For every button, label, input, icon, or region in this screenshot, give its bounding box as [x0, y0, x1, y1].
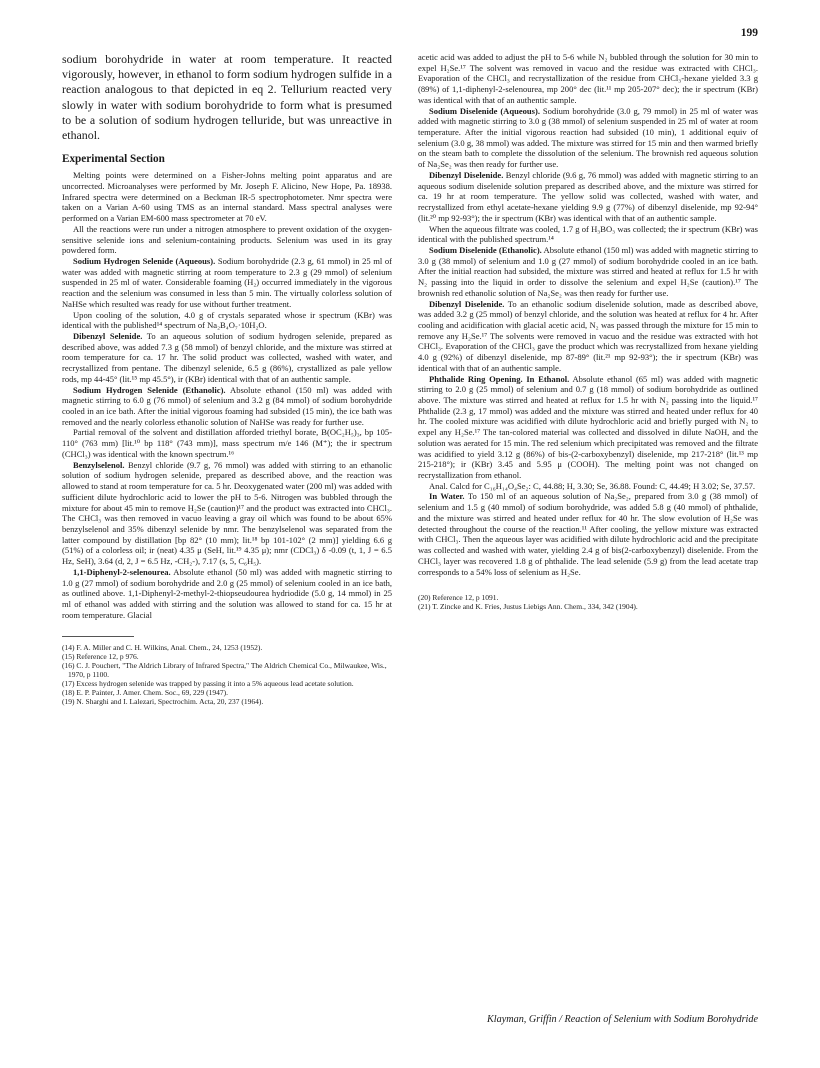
- paragraph: [418, 224, 758, 245]
- footnote: (14) F. A. Miller and C. H. Wilkins, Anal. Chem., 24, 1253 (1952).: [62, 643, 263, 653]
- right-footnotes: [418, 593, 758, 611]
- paragraph-heading: Dibenzyl Selenide.: [73, 331, 143, 341]
- paragraph: [62, 310, 392, 331]
- paragraph-text: To 150 ml of an aqueous solution of Na₂Se₂, prepared from 3.0 g (38 mmol) of selenium and 1.5 g (40 mmol) of sodium borohydride, was added 5.8 g (40 mmol) of phthalide, and the mixture was stirred and heated under reflux for 40 hr. The slow evolution of H₂Se was detected throughout the course of the reaction.¹¹ After cooling, the yellow mixture was extracted with CHCl₃. Then the aqueous layer was acidified with dilute hydrochloric acid and the precipitate was collected and washed with water, yielding 2.4 g of bis(2-carboxybenzyl) diselenide. From the CHCl₃ layer was recovered 1.8 g of phthalide. The lead selenide (5.9 g) from the lead acetate trap corresponds to a 54% loss of selenium as H₂Se.: [418, 491, 758, 577]
- paragraph-text: Sodium borohydride (3.0 g, 79 mmol) in 25 ml of water was added with magnetic stirring to 3.0 g (38 mmol) of selenium suspended in 25 ml of water at room temperature. After the initial vigorous reaction had subsided (10 min), 1 additional equiv of selenium (3.0 g, 38 mmol) was added. The mixture was stirred for 15 min and then warmed briefly on the steam bath to complete the dissolution of the selenium. The brownish red aqueous solution of Na₂Se₂ was then ready for further use.: [418, 105, 758, 170]
- footnote: (18) E. P. Painter, J. Amer. Chem. Soc., 69, 229 (1947).: [62, 688, 228, 698]
- footnote-rule: [62, 636, 134, 637]
- paragraph: [62, 385, 392, 428]
- paragraph-heading: Sodium Hydrogen Selenide (Ethanolic).: [73, 384, 226, 395]
- paragraph: [418, 299, 758, 374]
- paragraph-text: Melting points were determined on a Fisher-Johns melting point apparatus and are uncorrected. Microanalyses were performed by Mr. Joseph F. Alicino, New Hope, Pa. 18938. Infrared spectra were determined on a Beckman IR-5 spectrophotometer. Nmr spectra were taken on a Varian A-60 using TMS as an internal standard. Mass spectral analyses were performed on a Varian EM-600 mass spectrometer at 70 eV.: [62, 170, 392, 224]
- footnote: (15) Reference 12, p 976.: [62, 652, 139, 662]
- running-footer: Klayman, Griffin / Reaction of Selenium with Sodium Borohydride: [487, 1014, 758, 1025]
- paragraph-heading: Phthalide Ring Opening. In Ethanol.: [429, 373, 570, 384]
- paragraph: [418, 52, 758, 106]
- paragraph: [418, 374, 758, 481]
- paragraph: [62, 427, 392, 459]
- paragraph: [62, 460, 392, 567]
- footnote: (17) Excess hydrogen selenide was trapped by passing it into a 5% aqueous lead acetate solution.: [62, 679, 354, 689]
- paragraph-heading: Sodium Diselenide (Ethanolic).: [429, 244, 542, 255]
- section-title: Experimental Section: [62, 153, 165, 166]
- right-paragraphs: [418, 52, 758, 577]
- paragraph-text: Absolute ethanol (50 ml) was added with magnetic stirring to 1.0 g (27 mmol) of sodium borohydride and 2.0 g (25 mmol) of selenium cooled in an ice bath, as outlined above. 1,1-Diphenyl-2-methyl-2-thiopseudourea hydriodide (5.0 g, 14 mmol) in 25 ml of ethanol was added with stirring and the solution was allowed to stand for ca. 15 hr at room temperature. Glacial: [62, 566, 392, 620]
- paragraph: [418, 170, 758, 224]
- paragraph-text: Absolute ethanol (150 ml) was added with magnetic stirring to 6.0 g (76 mmol) of selenium and 3.2 g (84 mmol) of sodium borohydride cooled in an ice bath. After the initial vigorous foaming had subsided (15 min), the ice bath was removed and the nearly colorless ethanolic solution of NaHSe was ready for further use.: [62, 384, 392, 427]
- paragraph-text: All the reactions were run under a nitrogen atmosphere to prevent oxidation of the oxygen-sensitive selenide ions and selenium-containing products. Selenium was used in its gray powdered form.: [62, 223, 392, 256]
- paragraph: [62, 331, 392, 385]
- paragraph-text: Absolute ethanol (65 ml) was added with magnetic stirring to 2.0 g (25 mmol) of selenium and 0.7 g (18 mmol) of sodium borohydride as outlined above. The mixture was stirred and heated at reflux for 1.5 hr with N₂ passing into the liquid.¹⁷ Phthalide (2.3 g, 17 mmol) was added and the mixture was stirred and heated under reflux for 40 hr. The cooled mixture was acidified with dilute hydrochloric acid and briefly purged with N₂ to expel any H₂Se.¹⁷ The tan-colored material was collected and dissolved in dilute NaOH, and the solution was aerated for 15 min. The red selenium which precipitated was removed and the filtrate was acidified to yield 3.12 g (86%) of bis-(2-carboxybenzyl) diselenide, mp 217-218° (lit.¹³ mp 215-218°); ir (KBr) 3.45 and 5.95 μ (COOH). The melting point was not changed on recrystallization from ethanol.: [418, 373, 758, 481]
- paragraph-text: Benzyl chloride (9.7 g, 76 mmol) was added with stirring to an ethanolic solution of sodium hydrogen selenide, prepared as described above, and the reaction was allowed to stand at room temperature for ca. 5 hr. Deoxygenated water (200 ml) was added with sufficient dilute hydrochloric acid to lower the pH to 5-6. Nitrogen was bubbled through the mixture for about 45 min to remove H₂Se (caution)¹⁷ and the product was extracted into CHCl₃. The CHCl₃ was then removed in vacuo leaving a gray oil which was found to be about 65% benzylselenol and 35% dibenzyl selenide by nmr. The benzylselenol was separated from the latter compound by distillation [bp 82° (10 mm); lit.¹⁸ bp 101-102° (2 mm)] yielding 6.6 g (51%) of a colorless oil; ir (neat) 4.35 μ (SeH, lit.¹⁹ 4.35 μ); nmr (CDCl₃) δ -0.09 (t, 1, J = 6.5 Hz, SeH), 3.64 (d, 2, J = 6.5 Hz, -CH₂-), 7.17 (s, 5, C₆H₅).: [62, 459, 392, 567]
- left-column: [62, 52, 392, 706]
- paragraph-heading: Dibenzyl Diselenide.: [429, 169, 504, 180]
- paragraph-heading: Dibenzyl Diselenide.: [429, 298, 505, 309]
- right-column: [418, 52, 758, 611]
- paragraph-text: Benzyl chloride (9.6 g, 76 mmol) was added with magnetic stirring to an aqueous sodium diselenide solution prepared as described above, and the mixture was stirred for ca. 19 hr at room temperature. The yellow solid was collected, washed with water, and recrystallized from ethyl acetate-hexane yielding 9.9 g (77%) of dibenzyl diselenide, mp 92-94° (lit.²⁰ mp 92-93°); the ir spectrum (KBr) was identical with that of an authentic sample.: [418, 169, 758, 223]
- paragraph: [418, 491, 758, 577]
- paragraph-text: Upon cooling of the solution, 4.0 g of crystals separated whose ir spectrum (KBr) was identical with the published¹⁴ spectrum of Na₂B₄O₇·10H₂O.: [62, 309, 392, 331]
- footnote: (16) C. J. Pouchert, "The Aldrich Library of Infrared Spectra," The Aldrich Chemical Co., Milwaukee, Wis., 1970, p 1100.: [62, 661, 387, 680]
- paragraph-text: Partial removal of the solvent and distillation afforded triethyl borate, B(OC₂H₅)₃, bp 105-110° (763 mm) [lit.¹⁰ bp 118° (743 mm)], mass spectrum m/e 146 (M⁺); the ir spectrum (CHCl₃) was identical with the known spectrum.¹⁶: [62, 427, 392, 459]
- paragraph-text: acetic acid was added to adjust the pH to 5-6 while N₂ bubbled through the solution for 30 min to expel H₂Se.¹⁷ The solvent was removed in vacuo and the residue was extracted with CHCl₃. Evaporation of the CHCl₃ and recrystallization of the residue from CHCl₃-hexane yielded 3.3 g (89%) of 1,1-diphenyl-2-selenourea, mp 200° dec (lit.¹¹ mp 205-207° dec); the ir spectrum (KBr) was identical with that of an authentic sample.: [418, 52, 758, 105]
- paragraph: [418, 245, 758, 299]
- paragraph-heading: Benzylselenol.: [73, 459, 125, 470]
- paragraph-heading: Sodium Hydrogen Selenide (Aqueous).: [73, 255, 216, 266]
- paragraph-text: Sodium borohydride (2.3 g, 61 mmol) in 25 ml of water was added with magnetic stirring at room temperature to 2.3 g (29 mmol) of selenium suspended in 25 ml of water. Considerable foaming (H₂) occurred immediately in the vigorous reaction and the selenium was consumed in less than 5 min. The virtually colorless solution of NaHSe which resulted was ready for use without further treatment.: [62, 255, 393, 309]
- left-footnotes: [62, 643, 392, 706]
- paragraph-text: To an ethanolic sodium diselenide solution, made as described above, was added 3.2 g (25 mmol) of benzyl chloride, and the solution was heated at reflux for 4 hr. After cooling and acidification with glacial acetic acid, N₂ was passed through the mixture for 15 min to remove any H₂Se.¹⁷ The solvents were removed in vacuo and the residue was extracted with hot CHCl₃. Evaporation of the CHCl₃ gave the product which was recrystallized from hexane yielding 4.0 g (92%) of dibenzyl diselenide, mp 87-89° (lit.²¹ mp 92-93°); the ir spectrum (KBr) was identical with that of an authentic sample.: [418, 298, 758, 373]
- paragraph-text: Anal. Calcd for C₁₆H₁₄O₄Se₂: C, 44.88; H, 3.30; Se, 36.88. Found: C, 44.49; H 3.02; Se, 37.57.: [429, 480, 756, 491]
- paragraph: [62, 224, 392, 256]
- footnote: (21) T. Zincke and K. Fries, Justus Liebigs Ann. Chem., 334, 342 (1904).: [418, 602, 638, 612]
- paragraph-text: When the aqueous filtrate was cooled, 1.7 g of H₃BO₃ was collected; the ir spectrum (KBr) was identical with the published spectrum.¹⁴: [418, 223, 758, 245]
- page-number: 199: [740, 27, 758, 39]
- footnote: (20) Reference 12, p 1091.: [418, 593, 499, 603]
- paragraph: [62, 256, 392, 310]
- paragraph: [418, 481, 758, 492]
- left-paragraphs: [62, 170, 392, 620]
- paragraph-heading: 1,1-Diphenyl-2-selenourea.: [73, 566, 171, 577]
- paragraph: [62, 567, 392, 621]
- paragraph: [418, 106, 758, 170]
- footnote: (19) N. Sharghi and I. Lalezari, Spectrochim. Acta, 20, 237 (1964).: [62, 697, 264, 707]
- intro-paragraph: sodium borohydride in water at room temperature. It reacted vigorously, however, in ethanol to form sodium hydrogen sulfide in a reaction analogous to that depicted in eq 2. Tellurium reacted very slowly in water with sodium borohydride to form what is presumed to be a solution of sodium hydrogen telluride, but was unreactive in ethanol.: [62, 52, 392, 143]
- paragraph-heading: In Water.: [429, 491, 465, 502]
- paragraph: [62, 170, 392, 224]
- paragraph-text: Absolute ethanol (150 ml) was added with magnetic stirring to 3.0 g (38 mmol) of selenium and 1.0 g (27 mmol) of sodium borohydride cooled in an ice bath. After the initial reaction had subsided, the mixture was stirred and heated at reflux for 1.5 hr with N₂ passing into the liquid in order to dissolve the selenium and expel H₂Se (caution).¹⁷ The brownish red ethanolic solution of Na₂Se₂ was then ready for further use.: [418, 244, 758, 298]
- paragraph-heading: Sodium Diselenide (Aqueous).: [429, 105, 540, 116]
- paragraph-text: To an aqueous solution of sodium hydrogen selenide, prepared as described above, was added 7.3 g (58 mmol) of benzyl chloride, and the mixture was stirred at room temperature for ca. 17 hr. The solid product was collected, washed with water, and recrystallized from pentane. The dibenzyl selenide, 6.5 g (86%), crystallized as pale yellow rods, mp 44-45° (lit.¹⁵ mp 45.5°), ir (KBr) identical with that of an authentic sample.: [62, 331, 393, 384]
